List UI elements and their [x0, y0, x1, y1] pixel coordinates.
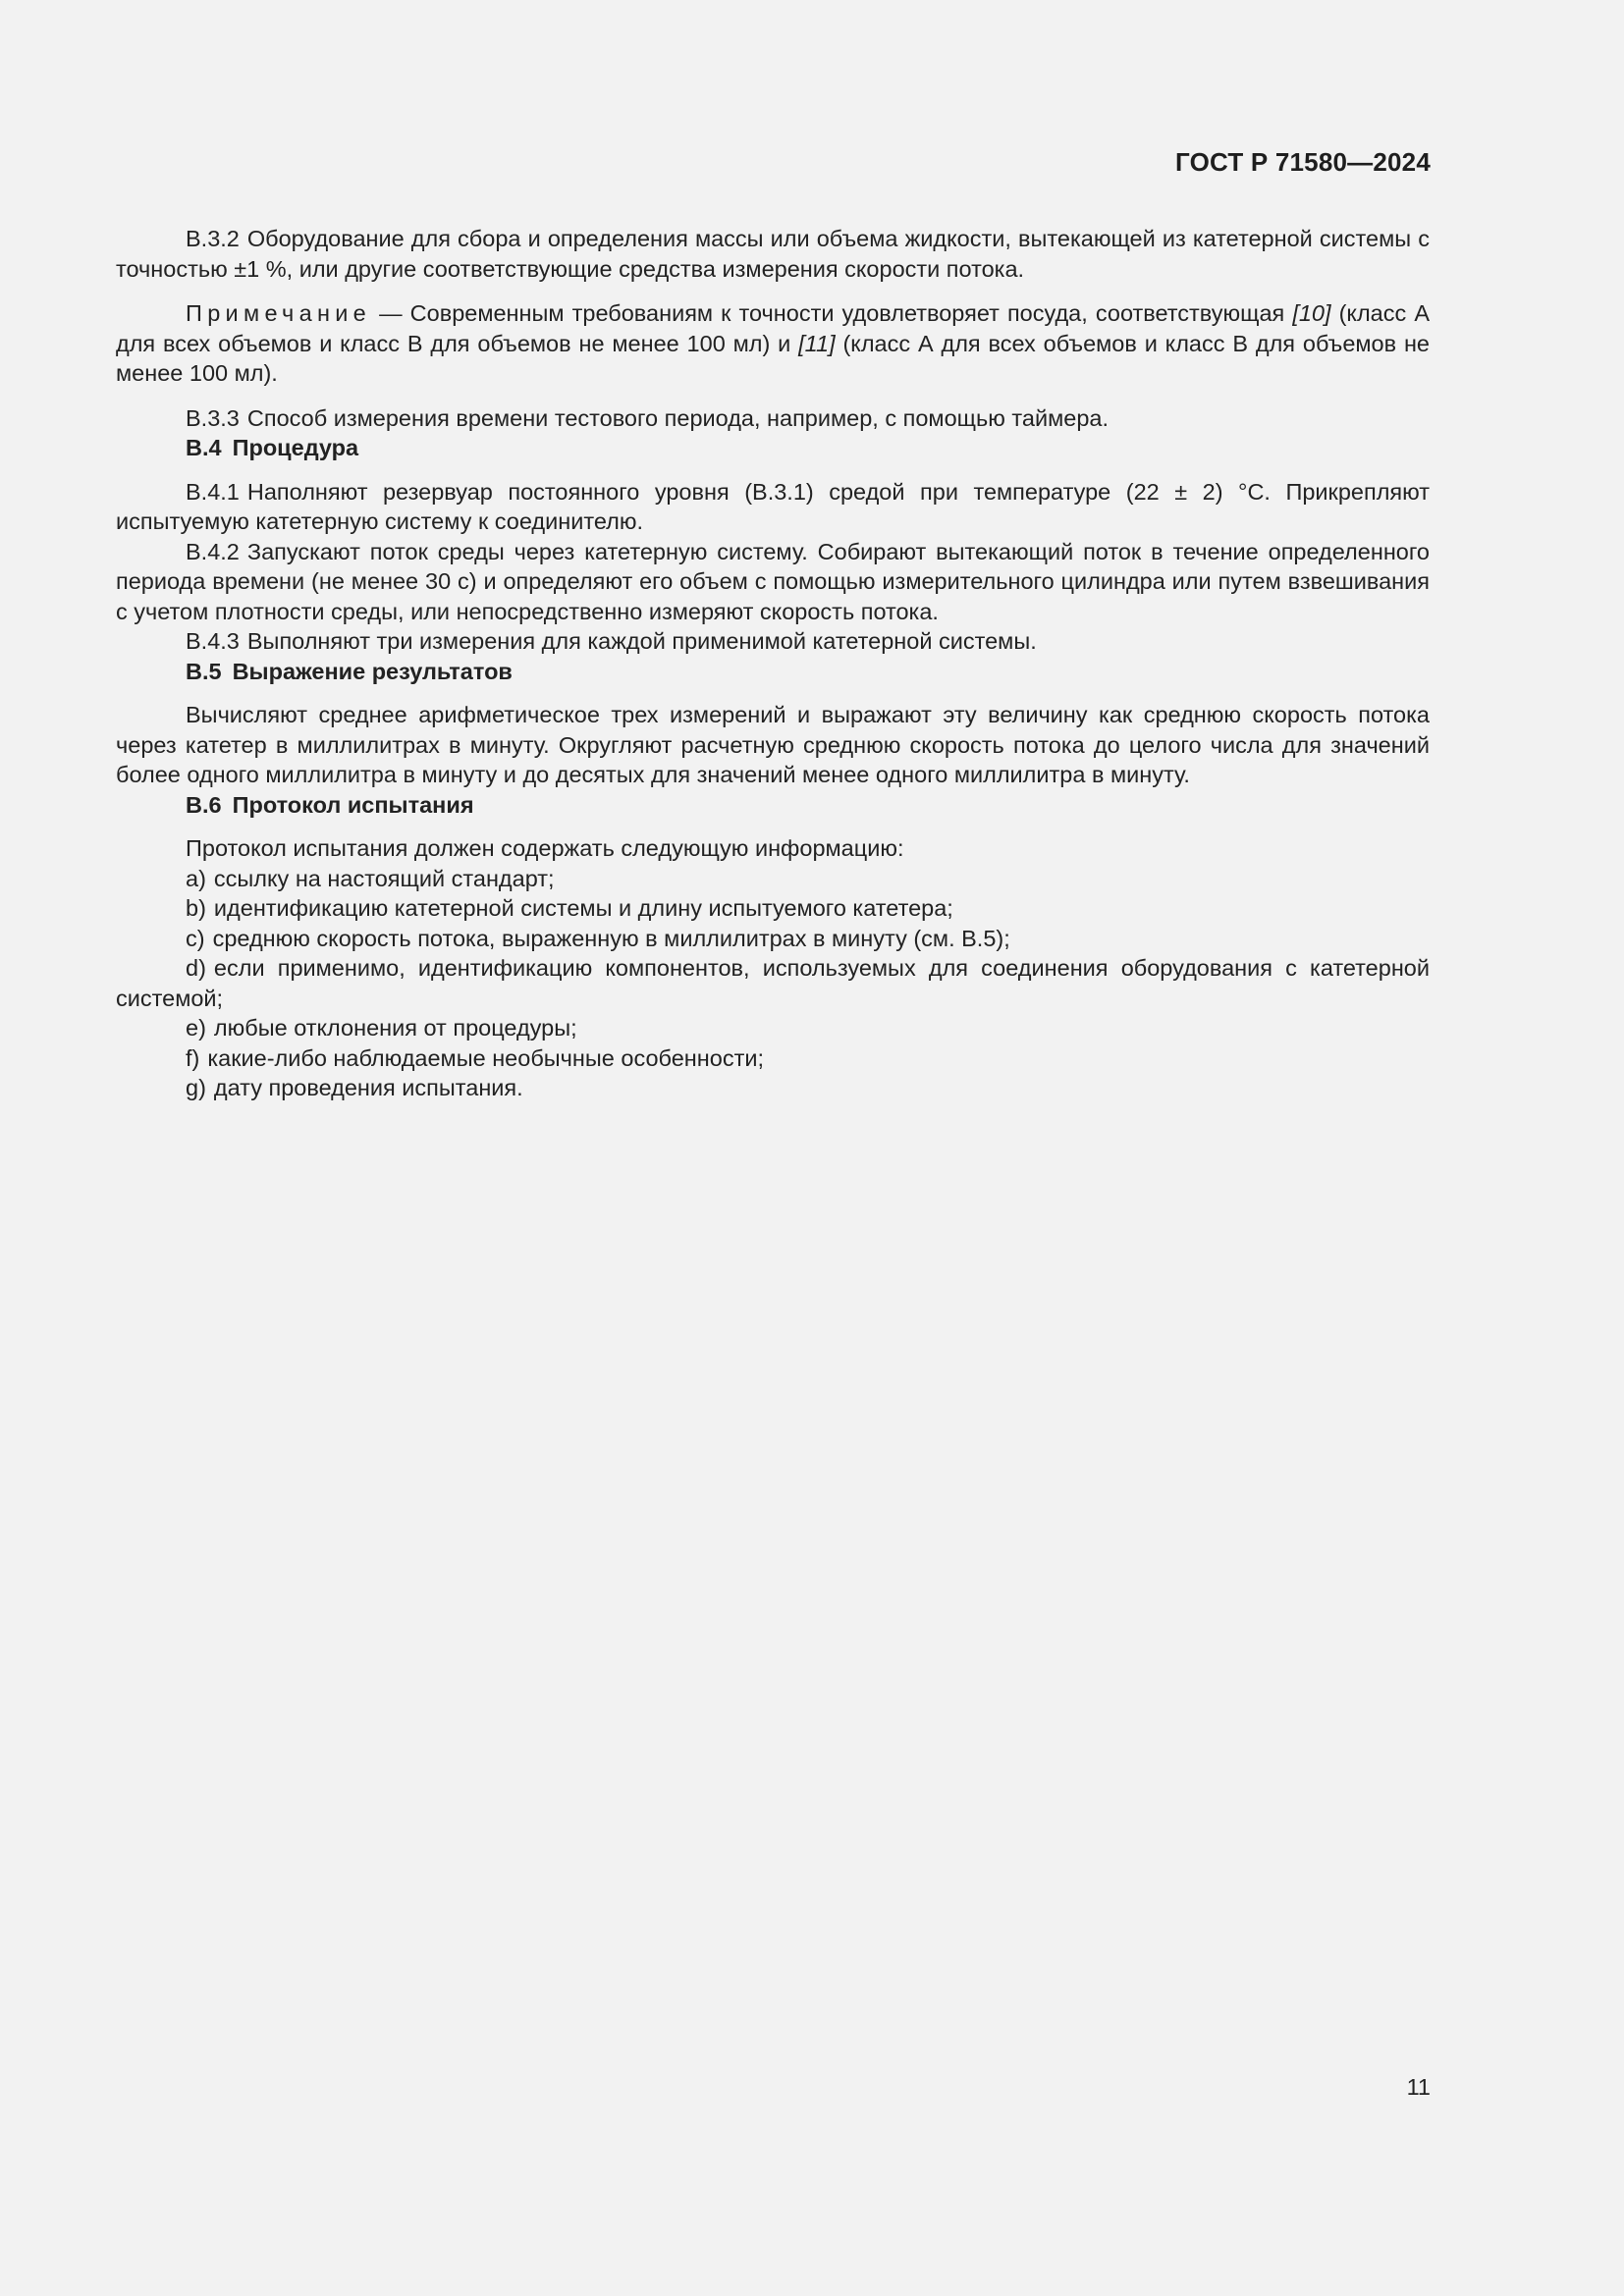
clause-number: В.3.3: [186, 404, 240, 431]
list-marker: a): [186, 865, 206, 891]
section-title: Выражение результатов: [232, 658, 513, 684]
paragraph-b41: [116, 477, 1430, 537]
document-code: ГОСТ Р 71580—2024: [1175, 147, 1431, 177]
note-dash: —: [371, 300, 410, 326]
list-item: [116, 1043, 1430, 1074]
list-item: [116, 924, 1430, 954]
paragraph-b32: [116, 224, 1430, 284]
note-text-2: (класс А для всех объемов и класс В для объемов не менее 100 мл) и: [116, 300, 1430, 356]
bibliography-ref-10: [10]: [1292, 300, 1331, 326]
list-marker: e): [186, 1015, 206, 1041]
list-marker: b): [186, 895, 206, 921]
clause-text: Оборудование для сбора и определения массы или объема жидкости, вытекающей из катетерной системы с точностью ±1 %, или другие соответствующие средства измерения скорости потока.: [116, 226, 1430, 282]
list-item: [116, 1073, 1430, 1103]
paragraph-b43: [116, 626, 1430, 657]
list-item: [116, 1013, 1430, 1043]
paragraph-b5: Вычисляют среднее арифметическое трех измерений и выражают эту величину как среднюю скорость потока через катетер в миллилитрах в минуту. Округляют расчетную среднюю скорость потока до целого числа для значений более одного миллилитра в минуту и до десятых для значений менее одного миллилитра в минуту.: [116, 702, 1430, 787]
clause-text: Наполняют резервуар постоянного уровня (В.3.1) средой при температуре (22 ± 2) °С. Прикрепляют испытуемую катетерную систему к соединителю.: [116, 478, 1430, 534]
list-item-text: среднюю скорость потока, выраженную в миллилитрах в минуту (см. В.5);: [212, 925, 1010, 951]
list-item: [116, 893, 1430, 924]
list-item: [116, 864, 1430, 894]
clause-number: В.4.1: [186, 478, 240, 505]
paragraph-b42: [116, 537, 1430, 627]
note-text-1: Современным требованиям к точности удовлетворяет посуда, соответствующая: [409, 300, 1293, 326]
clause-text: Выполняют три измерения для каждой применимой катетерной системы.: [246, 628, 1037, 654]
clause-text: Способ измерения времени тестового периода, например, с помощью таймера.: [246, 404, 1109, 431]
note-label: Примечание: [186, 300, 372, 326]
list-item-text: какие-либо наблюдаемые необычные особенности;: [207, 1044, 764, 1071]
clause-number: В.3.2: [186, 226, 240, 251]
paragraph-b33: [116, 403, 1430, 434]
note-text-3: (класс А для всех объемов и класс В для объемов не менее 100 мл).: [116, 330, 1431, 386]
list-item: [116, 953, 1430, 1013]
list-item-text: дату проведения испытания.: [213, 1075, 523, 1100]
clause-number: В.4.2: [186, 538, 240, 564]
section-heading-b6: [116, 790, 1430, 821]
section-title: Процедура: [232, 435, 359, 460]
list-marker: g): [186, 1075, 206, 1100]
list-item-text: любые отклонения от процедуры;: [213, 1015, 577, 1041]
bibliography-ref-11: [11]: [798, 330, 836, 356]
list-marker: f): [186, 1044, 200, 1071]
list-item-text: ссылку на настоящий стандарт;: [213, 865, 555, 891]
list-item-text: если применимо, идентификацию компонентов, используемых для соединения оборудования с катетерной системой;: [116, 955, 1430, 1011]
section-heading-b4: [116, 433, 1430, 463]
clause-number: В.4.3: [186, 628, 240, 654]
list-marker: c): [186, 925, 205, 951]
list-marker: d): [186, 955, 206, 981]
section-number: В.5: [186, 658, 222, 684]
clause-text: Запускают поток среды через катетерную систему. Собирают вытекающий поток в течение определенного периода времени (не менее 30 с) и определяют его объем с помощью измерительного цилиндра или путем взвешивания с учетом плотности среды, или непосредственно измеряют скорость потока.: [116, 538, 1430, 624]
section-number: В.4: [186, 435, 222, 460]
document-body: [116, 224, 1430, 1103]
page-number: 11: [1406, 2074, 1431, 2100]
section-heading-b5: [116, 657, 1430, 687]
section-number: В.6: [186, 791, 222, 818]
report-contents-list: [116, 864, 1430, 1103]
paragraph-b6-intro: Протокол испытания должен содержать следующую информацию:: [186, 835, 904, 861]
list-item-text: идентификацию катетерной системы и длину испытуемого катетера;: [213, 895, 953, 921]
section-title: Протокол испытания: [232, 791, 474, 818]
note-paragraph: [116, 298, 1430, 389]
